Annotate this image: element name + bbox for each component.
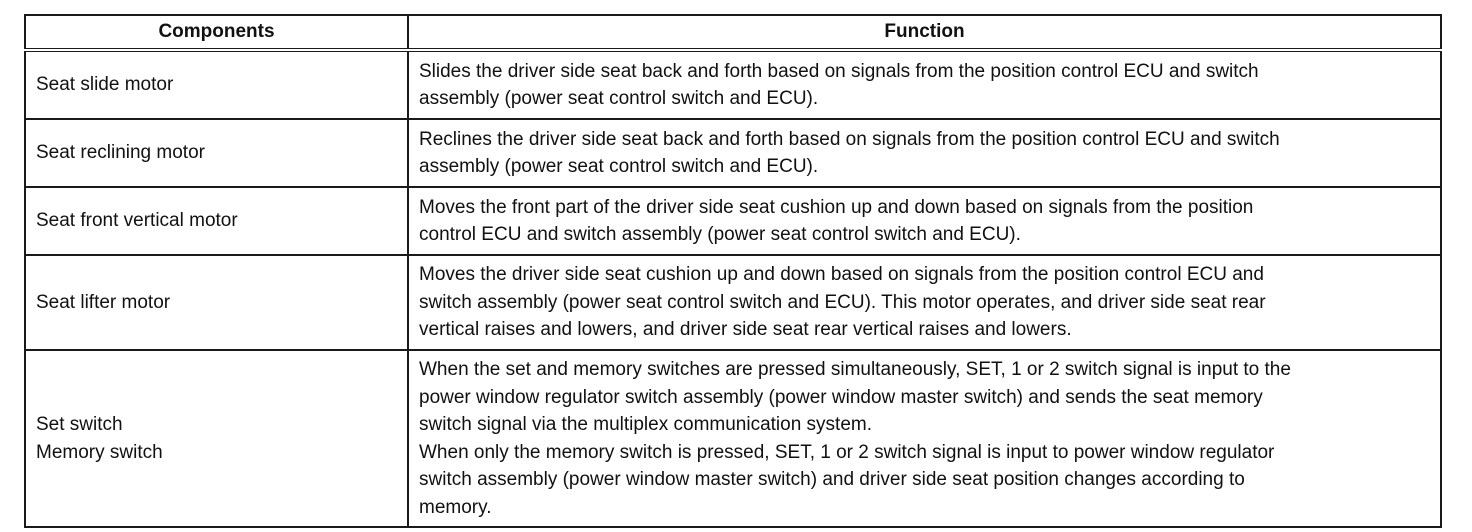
function-cell bbox=[408, 50, 1441, 119]
table-header-row bbox=[25, 15, 1441, 50]
component-name: Seat reclining motor bbox=[36, 142, 205, 164]
header-components: Components bbox=[25, 15, 408, 50]
function-line: switch assembly (power seat control switch and ECU). This motor operates, and driver side seat rear bbox=[419, 291, 1266, 313]
function-cell bbox=[408, 119, 1441, 187]
table-row bbox=[25, 119, 1441, 187]
function-line: Slides the driver side seat back and forth based on signals from the position control ECU and switch bbox=[419, 60, 1259, 82]
component-cell bbox=[25, 187, 408, 255]
function-cell bbox=[408, 187, 1441, 255]
component-name: Seat slide motor bbox=[36, 74, 174, 96]
function-line: When only the memory switch is pressed, SET, 1 or 2 switch signal is input to power window regulator bbox=[419, 441, 1275, 463]
component-name: Memory switch bbox=[36, 441, 163, 463]
table-row bbox=[25, 187, 1441, 255]
header-function: Function bbox=[408, 15, 1441, 50]
function-line: switch signal via the multiplex communication system. bbox=[419, 414, 873, 435]
components-function-table bbox=[24, 14, 1442, 528]
function-line: assembly (power seat control switch and ECU). bbox=[419, 156, 819, 177]
function-line: Reclines the driver side seat back and forth based on signals from the position control ECU and switch bbox=[419, 128, 1280, 150]
function-line: power window regulator switch assembly (power window master switch) and sends the seat memory bbox=[419, 386, 1263, 408]
table-row bbox=[25, 50, 1441, 119]
component-cell bbox=[25, 350, 408, 527]
function-line: Moves the driver side seat cushion up and down based on signals from the position control ECU and bbox=[419, 264, 1264, 286]
component-name: Seat front vertical motor bbox=[36, 210, 238, 232]
component-name: Set switch bbox=[36, 414, 123, 435]
component-name: Seat lifter motor bbox=[36, 291, 171, 313]
component-cell bbox=[25, 50, 408, 119]
function-line: memory. bbox=[419, 496, 492, 518]
component-cell bbox=[25, 119, 408, 187]
function-line: When the set and memory switches are pressed simultaneously, SET, 1 or 2 switch signal is input to the bbox=[419, 359, 1291, 380]
function-cell bbox=[408, 255, 1441, 350]
function-line: Moves the front part of the driver side seat cushion up and down based on signals from the position bbox=[419, 196, 1254, 218]
function-line: assembly (power seat control switch and ECU). bbox=[419, 88, 819, 109]
table-row bbox=[25, 350, 1441, 527]
function-line: switch assembly (power window master switch) and driver side seat position changes according to bbox=[419, 469, 1245, 490]
component-cell bbox=[25, 255, 408, 350]
function-cell bbox=[408, 350, 1441, 527]
function-line: vertical raises and lowers, and driver side seat rear vertical raises and lowers. bbox=[419, 319, 1072, 341]
components-function-sheet bbox=[24, 14, 1440, 528]
function-line: control ECU and switch assembly (power seat control switch and ECU). bbox=[419, 224, 1021, 245]
table-row bbox=[25, 255, 1441, 350]
